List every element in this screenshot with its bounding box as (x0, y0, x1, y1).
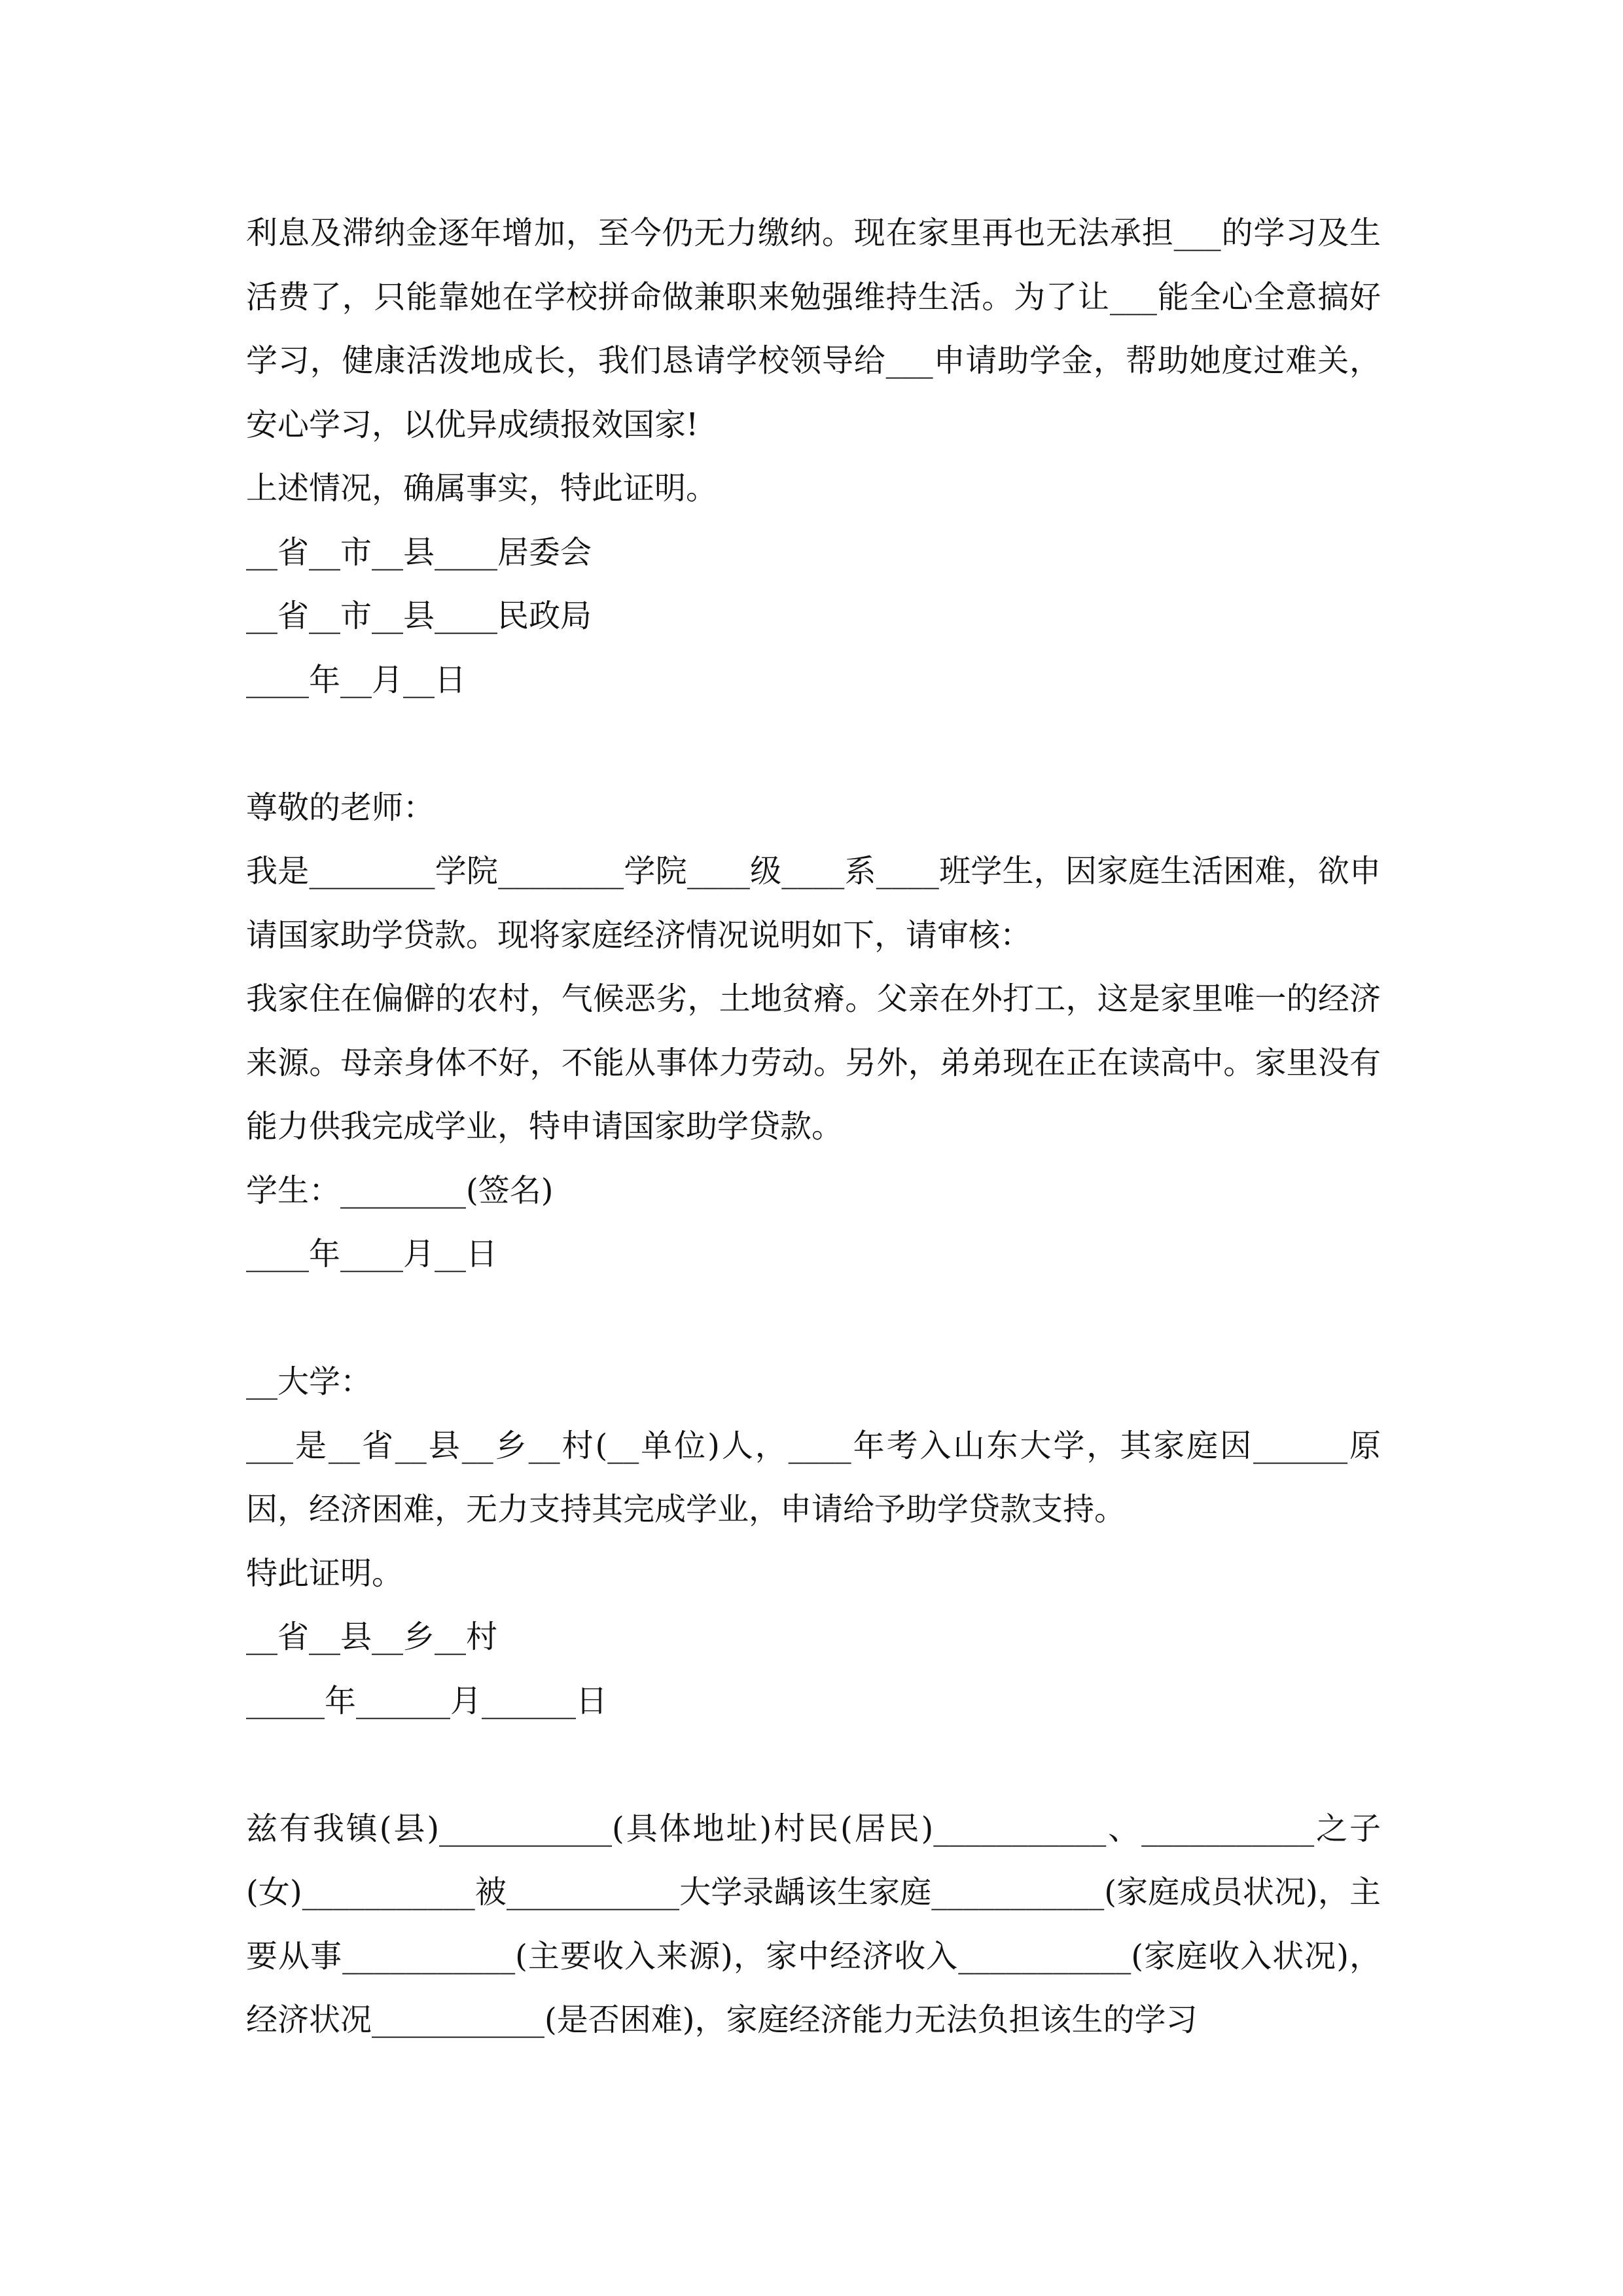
section-village-certificate (246, 1350, 1381, 1733)
certificate-paragraph: 利息及滞纳金逐年增加，至今仍无力缴纳。现在家里再也无法承担___的学习及生活费了，只能靠她在学校拼命做兼职来勉强维持生活。为了让___能全心全意搞好学习，健康活泼地成长，我们恳请学校领导给___申请助学金，帮助她度过难关，安心学习，以优异成绩报效国家! (246, 215, 1381, 443)
certificate-date: ____年__月__日 (246, 661, 467, 698)
village-certificate-paragraph: ___是__省__县__乡__村(__单位)人，____年考入山东大学，其家庭因______原因，经济困难，无力支持其完成学业，申请给予助学贷款支持。 (246, 1427, 1381, 1528)
section-spacer (246, 712, 1381, 776)
issuer-residents-committee: __省__市__县____居委会 (246, 533, 592, 571)
certify-statement: 特此证明。 (246, 1554, 404, 1592)
village-certificate-date: _____年______月______日 (246, 1682, 608, 1719)
greeting: 尊敬的老师： (246, 789, 435, 826)
section-spacer (246, 1287, 1381, 1351)
certify-statement: 上述情况，确属事实，特此证明。 (246, 470, 718, 507)
statement-date: ____年____月__日 (246, 1236, 498, 1272)
section-community-certificate (246, 202, 1381, 712)
student-signature-line: 学生：________(签名) (246, 1172, 554, 1209)
issuer-civil-affairs-bureau: __省__市__县____民政局 (246, 598, 592, 634)
document-body (246, 202, 1381, 2053)
section-town-certificate (246, 1797, 1381, 2053)
issuer-village: __省__县__乡__村 (246, 1619, 498, 1655)
student-intro-paragraph: 我是________学院________学院____级____系____班学生，因家庭生活困难，欲申请国家助学贷款。现将家庭经济情况说明如下，请审核： (246, 853, 1381, 954)
family-situation-paragraph: 我家住在偏僻的农村，气候恶劣，土地贫瘠。父亲在外打工，这是家里唯一的经济来源。母亲身体不好，不能从事体力劳动。另外，弟弟现在正在读高中。家里没有能力供我完成学业，特申请国家助学贷款。 (246, 980, 1381, 1145)
town-certificate-paragraph: 兹有我镇(县)___________(具体地址)村民(居民)___________、___________之子(女)___________被___________大学录龋该生家庭___________(家庭成员状况)，主要从事___________(主要收入来源)，家中经济收入___________(家庭收入状况)，经济状况___________(是否困难)，家庭经济能力无法负担该生的学习 (246, 1810, 1381, 2038)
section-student-statement (246, 776, 1381, 1287)
addressee: __大学： (246, 1363, 372, 1400)
section-spacer (246, 1733, 1381, 1797)
